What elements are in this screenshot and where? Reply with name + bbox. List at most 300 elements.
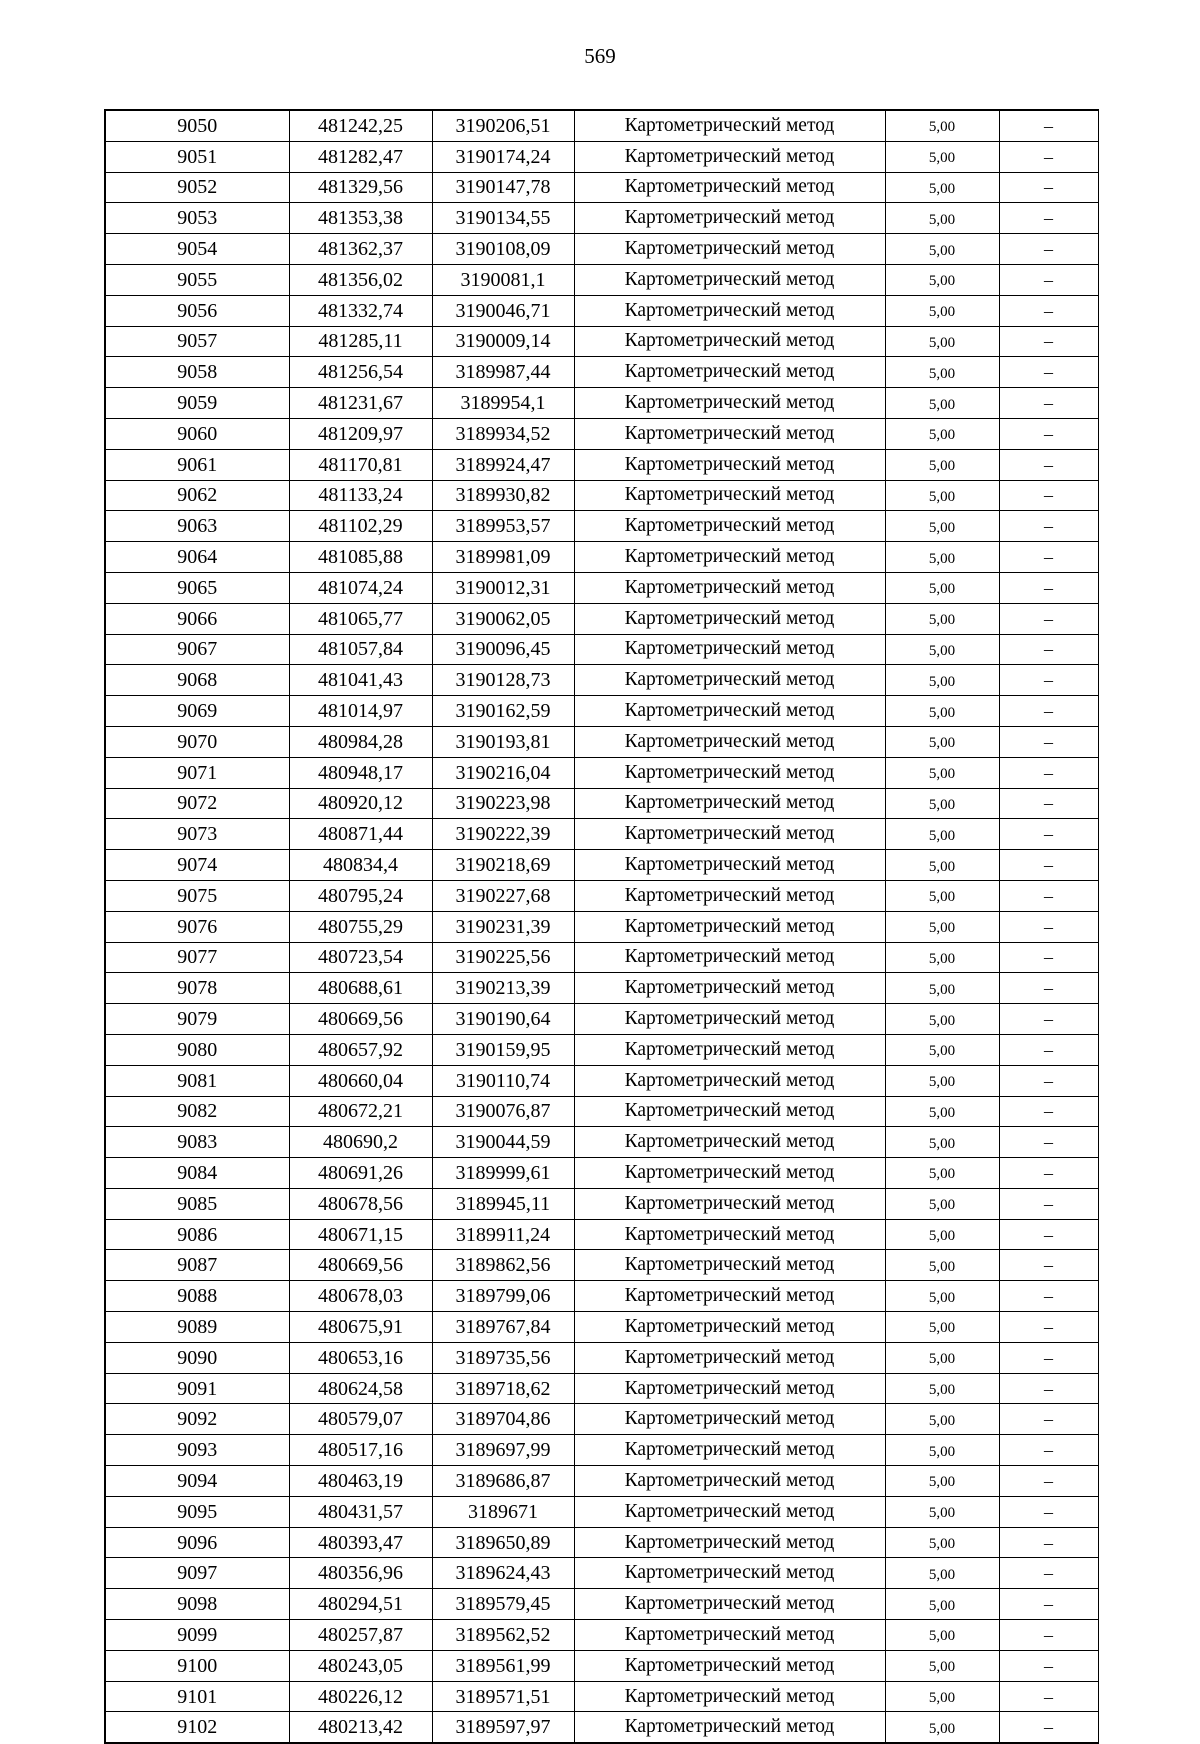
x-coordinate-cell: 480657,92: [289, 1034, 432, 1065]
note-cell: –: [999, 1558, 1098, 1589]
point-number-cell: 9091: [105, 1373, 289, 1404]
point-number-cell: 9077: [105, 942, 289, 973]
note-cell: –: [999, 326, 1098, 357]
note-cell: –: [999, 357, 1098, 388]
y-coordinate-cell: 3189650,89: [432, 1527, 574, 1558]
x-coordinate-cell: 480356,96: [289, 1558, 432, 1589]
y-coordinate-cell: 3190218,69: [432, 850, 574, 881]
point-number-cell: 9102: [105, 1712, 289, 1743]
table-row: [105, 1004, 1098, 1035]
x-coordinate-cell: 480463,19: [289, 1466, 432, 1497]
note-cell: –: [999, 1650, 1098, 1681]
x-coordinate-cell: 480243,05: [289, 1650, 432, 1681]
point-number-cell: 9101: [105, 1681, 289, 1712]
y-coordinate-cell: 3190231,39: [432, 911, 574, 942]
note-cell: –: [999, 819, 1098, 850]
point-number-cell: 9084: [105, 1158, 289, 1189]
y-coordinate-cell: 3189562,52: [432, 1620, 574, 1651]
point-number-cell: 9066: [105, 603, 289, 634]
method-cell: Картометрический метод: [574, 1466, 885, 1497]
point-number-cell: 9099: [105, 1620, 289, 1651]
accuracy-cell: 5,00: [885, 388, 999, 419]
y-coordinate-cell: 3189597,97: [432, 1712, 574, 1743]
method-cell: Картометрический метод: [574, 295, 885, 326]
table-row: [105, 819, 1098, 850]
accuracy-cell: 5,00: [885, 1034, 999, 1065]
table-row: [105, 1127, 1098, 1158]
table-row: [105, 1558, 1098, 1589]
table-row: [105, 203, 1098, 234]
y-coordinate-cell: 3189579,45: [432, 1589, 574, 1620]
note-cell: –: [999, 110, 1098, 141]
x-coordinate-cell: 481231,67: [289, 388, 432, 419]
accuracy-cell: 5,00: [885, 1404, 999, 1435]
method-cell: Картометрический метод: [574, 973, 885, 1004]
point-number-cell: 9052: [105, 172, 289, 203]
table-row: [105, 1373, 1098, 1404]
point-number-cell: 9057: [105, 326, 289, 357]
y-coordinate-cell: 3190223,98: [432, 788, 574, 819]
point-number-cell: 9075: [105, 880, 289, 911]
y-coordinate-cell: 3190044,59: [432, 1127, 574, 1158]
method-cell: Картометрический метод: [574, 942, 885, 973]
note-cell: –: [999, 1620, 1098, 1651]
accuracy-cell: 5,00: [885, 357, 999, 388]
y-coordinate-cell: 3190174,24: [432, 141, 574, 172]
table-row: [105, 295, 1098, 326]
y-coordinate-cell: 3189624,43: [432, 1558, 574, 1589]
method-cell: Картометрический метод: [574, 418, 885, 449]
method-cell: Картометрический метод: [574, 1188, 885, 1219]
note-cell: –: [999, 1219, 1098, 1250]
note-cell: –: [999, 1188, 1098, 1219]
method-cell: Картометрический метод: [574, 326, 885, 357]
table-row: [105, 1650, 1098, 1681]
x-coordinate-cell: 480678,56: [289, 1188, 432, 1219]
method-cell: Картометрический метод: [574, 757, 885, 788]
x-coordinate-cell: 481209,97: [289, 418, 432, 449]
method-cell: Картометрический метод: [574, 696, 885, 727]
accuracy-cell: 5,00: [885, 1281, 999, 1312]
table-row: [105, 572, 1098, 603]
table-row: [105, 1435, 1098, 1466]
y-coordinate-cell: 3189911,24: [432, 1219, 574, 1250]
x-coordinate-cell: 480691,26: [289, 1158, 432, 1189]
note-cell: –: [999, 603, 1098, 634]
y-coordinate-cell: 3189862,56: [432, 1250, 574, 1281]
x-coordinate-cell: 480653,16: [289, 1342, 432, 1373]
point-number-cell: 9083: [105, 1127, 289, 1158]
point-number-cell: 9051: [105, 141, 289, 172]
x-coordinate-cell: 480984,28: [289, 726, 432, 757]
method-cell: Картометрический метод: [574, 1158, 885, 1189]
table-row: [105, 1620, 1098, 1651]
table-row: [105, 1527, 1098, 1558]
note-cell: –: [999, 1435, 1098, 1466]
method-cell: Картометрический метод: [574, 1558, 885, 1589]
accuracy-cell: 5,00: [885, 480, 999, 511]
method-cell: Картометрический метод: [574, 634, 885, 665]
table-row: [105, 1158, 1098, 1189]
table-row: [105, 542, 1098, 573]
x-coordinate-cell: 480723,54: [289, 942, 432, 973]
method-cell: Картометрический метод: [574, 1496, 885, 1527]
y-coordinate-cell: 3190096,45: [432, 634, 574, 665]
x-coordinate-cell: 480871,44: [289, 819, 432, 850]
point-number-cell: 9071: [105, 757, 289, 788]
accuracy-cell: 5,00: [885, 1188, 999, 1219]
accuracy-cell: 5,00: [885, 141, 999, 172]
table-row: [105, 418, 1098, 449]
point-number-cell: 9053: [105, 203, 289, 234]
table-row: [105, 110, 1098, 141]
x-coordinate-cell: 481256,54: [289, 357, 432, 388]
method-cell: Картометрический метод: [574, 1342, 885, 1373]
note-cell: –: [999, 726, 1098, 757]
method-cell: Картометрический метод: [574, 449, 885, 480]
point-number-cell: 9078: [105, 973, 289, 1004]
point-number-cell: 9055: [105, 264, 289, 295]
y-coordinate-cell: 3190110,74: [432, 1065, 574, 1096]
table-row: [105, 603, 1098, 634]
method-cell: Картометрический метод: [574, 203, 885, 234]
y-coordinate-cell: 3189799,06: [432, 1281, 574, 1312]
accuracy-cell: 5,00: [885, 1496, 999, 1527]
method-cell: Картометрический метод: [574, 880, 885, 911]
table-row: [105, 942, 1098, 973]
accuracy-cell: 5,00: [885, 973, 999, 1004]
point-number-cell: 9064: [105, 542, 289, 573]
point-number-cell: 9070: [105, 726, 289, 757]
point-number-cell: 9074: [105, 850, 289, 881]
table-row: [105, 757, 1098, 788]
y-coordinate-cell: 3189930,82: [432, 480, 574, 511]
x-coordinate-cell: 480226,12: [289, 1681, 432, 1712]
accuracy-cell: 5,00: [885, 1158, 999, 1189]
accuracy-cell: 5,00: [885, 1065, 999, 1096]
note-cell: –: [999, 1250, 1098, 1281]
point-number-cell: 9054: [105, 234, 289, 265]
y-coordinate-cell: 3190213,39: [432, 973, 574, 1004]
method-cell: Картометрический метод: [574, 234, 885, 265]
method-cell: Картометрический метод: [574, 1650, 885, 1681]
method-cell: Картометрический метод: [574, 572, 885, 603]
y-coordinate-cell: 3190227,68: [432, 880, 574, 911]
y-coordinate-cell: 3190009,14: [432, 326, 574, 357]
point-number-cell: 9086: [105, 1219, 289, 1250]
point-number-cell: 9080: [105, 1034, 289, 1065]
accuracy-cell: 5,00: [885, 1219, 999, 1250]
accuracy-cell: 5,00: [885, 1527, 999, 1558]
x-coordinate-cell: 481065,77: [289, 603, 432, 634]
x-coordinate-cell: 481285,11: [289, 326, 432, 357]
note-cell: –: [999, 880, 1098, 911]
x-coordinate-cell: 480795,24: [289, 880, 432, 911]
y-coordinate-cell: 3189934,52: [432, 418, 574, 449]
x-coordinate-cell: 481362,37: [289, 234, 432, 265]
table-row: [105, 1096, 1098, 1127]
table-row: [105, 1312, 1098, 1343]
x-coordinate-cell: 481133,24: [289, 480, 432, 511]
method-cell: Картометрический метод: [574, 1435, 885, 1466]
method-cell: Картометрический метод: [574, 1250, 885, 1281]
table-row: [105, 326, 1098, 357]
note-cell: –: [999, 1096, 1098, 1127]
method-cell: Картометрический метод: [574, 141, 885, 172]
accuracy-cell: 5,00: [885, 326, 999, 357]
note-cell: –: [999, 1034, 1098, 1065]
note-cell: –: [999, 942, 1098, 973]
accuracy-cell: 5,00: [885, 1712, 999, 1743]
x-coordinate-cell: 481170,81: [289, 449, 432, 480]
table-row: [105, 726, 1098, 757]
method-cell: Картометрический метод: [574, 1065, 885, 1096]
accuracy-cell: 5,00: [885, 1096, 999, 1127]
method-cell: Картометрический метод: [574, 110, 885, 141]
accuracy-cell: 5,00: [885, 911, 999, 942]
note-cell: –: [999, 1404, 1098, 1435]
accuracy-cell: 5,00: [885, 1558, 999, 1589]
method-cell: Картометрический метод: [574, 542, 885, 573]
point-number-cell: 9096: [105, 1527, 289, 1558]
x-coordinate-cell: 480755,29: [289, 911, 432, 942]
accuracy-cell: 5,00: [885, 665, 999, 696]
accuracy-cell: 5,00: [885, 572, 999, 603]
method-cell: Картометрический метод: [574, 1712, 885, 1743]
accuracy-cell: 5,00: [885, 1250, 999, 1281]
note-cell: –: [999, 1466, 1098, 1497]
note-cell: –: [999, 1127, 1098, 1158]
table-row: [105, 1404, 1098, 1435]
x-coordinate-cell: 481242,25: [289, 110, 432, 141]
y-coordinate-cell: 3190190,64: [432, 1004, 574, 1035]
method-cell: Картометрический метод: [574, 357, 885, 388]
note-cell: –: [999, 203, 1098, 234]
y-coordinate-cell: 3189561,99: [432, 1650, 574, 1681]
method-cell: Картометрический метод: [574, 603, 885, 634]
point-number-cell: 9073: [105, 819, 289, 850]
accuracy-cell: 5,00: [885, 234, 999, 265]
method-cell: Картометрический метод: [574, 788, 885, 819]
note-cell: –: [999, 1065, 1098, 1096]
accuracy-cell: 5,00: [885, 788, 999, 819]
x-coordinate-cell: 481085,88: [289, 542, 432, 573]
accuracy-cell: 5,00: [885, 203, 999, 234]
table-row: [105, 141, 1098, 172]
note-cell: –: [999, 911, 1098, 942]
point-number-cell: 9063: [105, 511, 289, 542]
accuracy-cell: 5,00: [885, 511, 999, 542]
point-number-cell: 9061: [105, 449, 289, 480]
table-row: [105, 234, 1098, 265]
note-cell: –: [999, 788, 1098, 819]
table-row: [105, 788, 1098, 819]
accuracy-cell: 5,00: [885, 880, 999, 911]
method-cell: Картометрический метод: [574, 665, 885, 696]
accuracy-cell: 5,00: [885, 110, 999, 141]
y-coordinate-cell: 3190225,56: [432, 942, 574, 973]
table-row: [105, 511, 1098, 542]
point-number-cell: 9095: [105, 1496, 289, 1527]
method-cell: Картометрический метод: [574, 511, 885, 542]
note-cell: –: [999, 1158, 1098, 1189]
method-cell: Картометрический метод: [574, 1373, 885, 1404]
x-coordinate-cell: 480393,47: [289, 1527, 432, 1558]
method-cell: Картометрический метод: [574, 1219, 885, 1250]
method-cell: Картометрический метод: [574, 1312, 885, 1343]
note-cell: –: [999, 850, 1098, 881]
y-coordinate-cell: 3189767,84: [432, 1312, 574, 1343]
note-cell: –: [999, 480, 1098, 511]
point-number-cell: 9085: [105, 1188, 289, 1219]
note-cell: –: [999, 665, 1098, 696]
method-cell: Картометрический метод: [574, 1404, 885, 1435]
method-cell: Картометрический метод: [574, 1096, 885, 1127]
method-cell: Картометрический метод: [574, 264, 885, 295]
x-coordinate-cell: 480660,04: [289, 1065, 432, 1096]
note-cell: –: [999, 757, 1098, 788]
y-coordinate-cell: 3190216,04: [432, 757, 574, 788]
x-coordinate-cell: 480920,12: [289, 788, 432, 819]
accuracy-cell: 5,00: [885, 1312, 999, 1343]
point-number-cell: 9058: [105, 357, 289, 388]
y-coordinate-cell: 3190206,51: [432, 110, 574, 141]
accuracy-cell: 5,00: [885, 449, 999, 480]
coordinates-table-body: [105, 110, 1098, 1743]
note-cell: –: [999, 1373, 1098, 1404]
accuracy-cell: 5,00: [885, 542, 999, 573]
accuracy-cell: 5,00: [885, 726, 999, 757]
y-coordinate-cell: 3189571,51: [432, 1681, 574, 1712]
table-row: [105, 696, 1098, 727]
y-coordinate-cell: 3189999,61: [432, 1158, 574, 1189]
x-coordinate-cell: 480624,58: [289, 1373, 432, 1404]
table-row: [105, 973, 1098, 1004]
point-number-cell: 9087: [105, 1250, 289, 1281]
table-row: [105, 449, 1098, 480]
table-row: [105, 1281, 1098, 1312]
x-coordinate-cell: 481041,43: [289, 665, 432, 696]
table-row: [105, 172, 1098, 203]
y-coordinate-cell: 3190128,73: [432, 665, 574, 696]
point-number-cell: 9088: [105, 1281, 289, 1312]
note-cell: –: [999, 449, 1098, 480]
x-coordinate-cell: 481353,38: [289, 203, 432, 234]
point-number-cell: 9068: [105, 665, 289, 696]
y-coordinate-cell: 3189718,62: [432, 1373, 574, 1404]
table-row: [105, 911, 1098, 942]
point-number-cell: 9093: [105, 1435, 289, 1466]
table-row: [105, 1188, 1098, 1219]
accuracy-cell: 5,00: [885, 1004, 999, 1035]
table-row: [105, 1342, 1098, 1373]
x-coordinate-cell: 480675,91: [289, 1312, 432, 1343]
point-number-cell: 9100: [105, 1650, 289, 1681]
point-number-cell: 9056: [105, 295, 289, 326]
y-coordinate-cell: 3190076,87: [432, 1096, 574, 1127]
note-cell: –: [999, 172, 1098, 203]
point-number-cell: 9079: [105, 1004, 289, 1035]
accuracy-cell: 5,00: [885, 757, 999, 788]
table-row: [105, 480, 1098, 511]
note-cell: –: [999, 234, 1098, 265]
x-coordinate-cell: 480431,57: [289, 1496, 432, 1527]
accuracy-cell: 5,00: [885, 295, 999, 326]
x-coordinate-cell: 481356,02: [289, 264, 432, 295]
point-number-cell: 9072: [105, 788, 289, 819]
note-cell: –: [999, 1281, 1098, 1312]
note-cell: –: [999, 634, 1098, 665]
note-cell: –: [999, 1589, 1098, 1620]
method-cell: Картометрический метод: [574, 1004, 885, 1035]
x-coordinate-cell: 480948,17: [289, 757, 432, 788]
x-coordinate-cell: 481282,47: [289, 141, 432, 172]
point-number-cell: 9076: [105, 911, 289, 942]
method-cell: Картометрический метод: [574, 1589, 885, 1620]
method-cell: Картометрический метод: [574, 850, 885, 881]
note-cell: –: [999, 264, 1098, 295]
y-coordinate-cell: 3189735,56: [432, 1342, 574, 1373]
method-cell: Картометрический метод: [574, 388, 885, 419]
x-coordinate-cell: 480672,21: [289, 1096, 432, 1127]
note-cell: –: [999, 388, 1098, 419]
x-coordinate-cell: 481014,97: [289, 696, 432, 727]
x-coordinate-cell: 481057,84: [289, 634, 432, 665]
point-number-cell: 9069: [105, 696, 289, 727]
y-coordinate-cell: 3189945,11: [432, 1188, 574, 1219]
x-coordinate-cell: 480213,42: [289, 1712, 432, 1743]
note-cell: –: [999, 1527, 1098, 1558]
y-coordinate-cell: 3190081,1: [432, 264, 574, 295]
note-cell: –: [999, 1004, 1098, 1035]
point-number-cell: 9098: [105, 1589, 289, 1620]
table-row: [105, 264, 1098, 295]
method-cell: Картометрический метод: [574, 1620, 885, 1651]
y-coordinate-cell: 3190062,05: [432, 603, 574, 634]
point-number-cell: 9090: [105, 1342, 289, 1373]
note-cell: –: [999, 973, 1098, 1004]
note-cell: –: [999, 295, 1098, 326]
table-row: [105, 1219, 1098, 1250]
y-coordinate-cell: 3189954,1: [432, 388, 574, 419]
table-row: [105, 1250, 1098, 1281]
point-number-cell: 9065: [105, 572, 289, 603]
table-row: [105, 1681, 1098, 1712]
x-coordinate-cell: 480669,56: [289, 1250, 432, 1281]
y-coordinate-cell: 3189924,47: [432, 449, 574, 480]
point-number-cell: 9067: [105, 634, 289, 665]
method-cell: Картометрический метод: [574, 911, 885, 942]
point-number-cell: 9060: [105, 418, 289, 449]
table-row: [105, 1466, 1098, 1497]
accuracy-cell: 5,00: [885, 1435, 999, 1466]
y-coordinate-cell: 3189953,57: [432, 511, 574, 542]
accuracy-cell: 5,00: [885, 264, 999, 295]
point-number-cell: 9062: [105, 480, 289, 511]
y-coordinate-cell: 3190147,78: [432, 172, 574, 203]
table-row: [105, 665, 1098, 696]
accuracy-cell: 5,00: [885, 634, 999, 665]
y-coordinate-cell: 3189686,87: [432, 1466, 574, 1497]
accuracy-cell: 5,00: [885, 1681, 999, 1712]
y-coordinate-cell: 3189671: [432, 1496, 574, 1527]
method-cell: Картометрический метод: [574, 1281, 885, 1312]
accuracy-cell: 5,00: [885, 418, 999, 449]
note-cell: –: [999, 511, 1098, 542]
method-cell: Картометрический метод: [574, 819, 885, 850]
table-row: [105, 1589, 1098, 1620]
table-row: [105, 1712, 1098, 1743]
